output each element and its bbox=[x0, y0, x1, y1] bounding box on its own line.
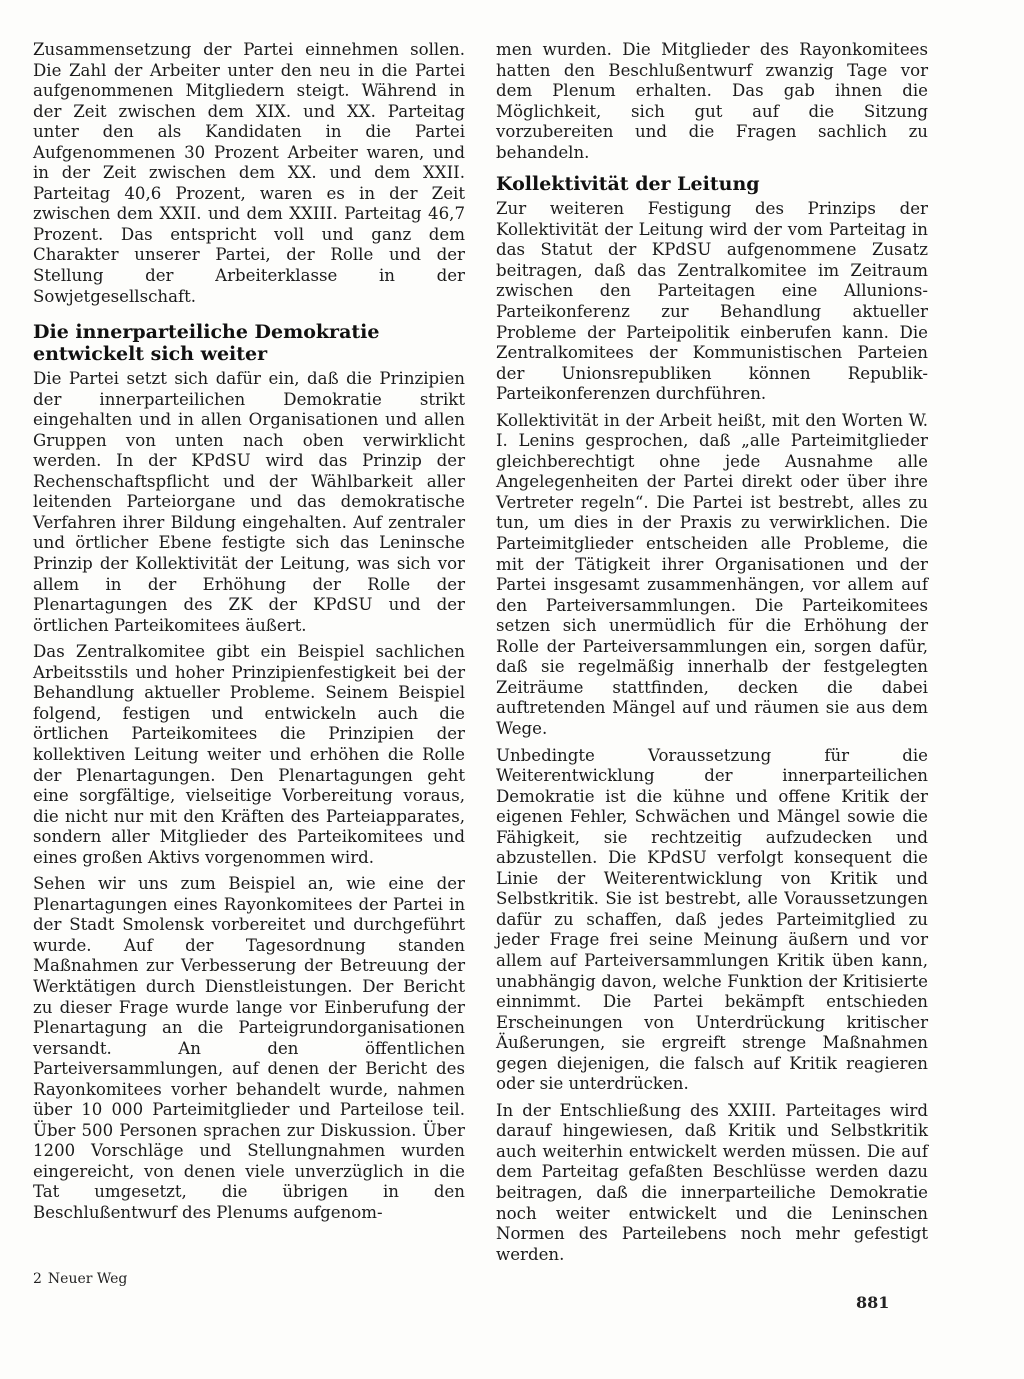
paragraph: Sehen wir uns zum Beispiel an, wie eine der Plenartagungen eines Rayonkomitees der Partei in der Stadt Smolensk vorbereitet und durchgeführt wurde. Auf der Tagesordnung standen Maßnahmen zur Verbesserung der Betreuung der Werktätigen durch Dienstleistungen. Der Bericht zu dieser Frage wurde lange vor Einberufung der Plenartagung an die Parteigrundorganisationen versandt. An den öffentlichen Parteiversammlungen, auf denen der Bericht des Rayonkomitees vorher behandelt wurde, nahmen über 10 000 Parteimitglieder und Parteilose teil. Über 500 Personen sprachen zur Diskussion. Über 1200 Vorschläge und Stellungnahmen wurden eingereicht, von denen viele unverzüglich in die Tat umgesetzt, die übrigen in den Beschlußentwurf des Plenums aufgenom- bbox=[33, 874, 465, 1222]
signature-number: 2 bbox=[33, 1271, 42, 1287]
paragraph: Zur weiteren Festigung des Prinzips der Kollektivität der Leitung wird der vom Parteitag in das Statut der KPdSU aufgenommene Zusatz beitragen, daß das Zentralkomitee im Zeitraum zwischen den Parteitagen eine Allunions-Parteikonferenz zur Behandlung aktueller Probleme der Parteipolitik einberufen kann. Die Zentralkomitees der Kommunistischen Parteien der Unionsrepubliken können Republik-Parteikonferenzen durchführen. bbox=[496, 199, 928, 404]
left-column bbox=[33, 40, 465, 1230]
section-heading: Die innerparteiliche Demokratie entwickelt sich weiter bbox=[33, 321, 380, 366]
paragraph: Das Zentralkomitee gibt ein Beispiel sachlichen Arbeitsstils und hoher Prinzipienfestigkeit bei der Behandlung aktueller Probleme. Seinem Beispiel folgend, festigen und entwickeln auch die örtlichen Parteikomitees die Prinzipien der kollektiven Leitung weiter und erhöhen die Rolle der Plenartagungen. Den Plenartagungen geht eine sorgfältige, vielseitige Vorbereitung voraus, die nicht nur mit den Kräften des Parteiapparates, sondern aller Mitglieder des Parteikomitees und eines großen Aktivs vorgenommen wird. bbox=[33, 642, 465, 867]
paragraph: Zusammensetzung der Partei einnehmen sollen. Die Zahl der Arbeiter unter den neu in die Partei aufgenommenen Mitgliedern steigt. Während in der Zeit zwischen dem XIX. und XX. Parteitag unter den als Kandidaten in die Partei Aufgenommenen 30 Prozent Arbeiter waren, und in der Zeit zwischen dem XX. und dem XXII. Parteitag 40,6 Prozent, waren es in der Zeit zwischen dem XXII. und dem XXIII. Parteitag 46,7 Prozent. Das entspricht voll und ganz dem Charakter unserer Partei, der Rolle und der Stellung der Arbeiterklasse in der Sowjetgesellschaft. bbox=[33, 40, 465, 306]
printer-signature bbox=[33, 1271, 133, 1287]
paragraph: Die Partei setzt sich dafür ein, daß die Prinzipien der innerparteilichen Demokratie strikt eingehalten und in allen Organisationen und allen Gruppen von unten nach oben verwirklicht werden. In der KPdSU wird das Prinzip der Rechenschaftspflicht und der Wählbarkeit aller leitenden Parteiorgane und das demokratische Verfahren ihrer Bildung eingehalten. Auf zentraler und örtlicher Ebene festigte sich das Leninsche Prinzip der Kollektivität der Leitung, was sich vor allem in der Erhöhung der Rolle der Plenartagungen des ZK der KPdSU und der örtlichen Parteikomitees äußert. bbox=[33, 369, 465, 635]
paragraph: Kollektivität in der Arbeit heißt, mit den Worten W. I. Lenins gesprochen, daß „alle Parteimitglieder gleichberechtigt ohne jede Ausnahme alle Angelegenheiten der Partei direkt oder über ihre Vertreter regeln“. Die Partei ist bestrebt, alles zu tun, um dies in der Praxis zu verwirklichen. Die Parteimitglieder entscheiden alle Probleme, die mit der Tätigkeit ihrer Organisationen und der Partei insgesamt zusammenhängen, vor allem auf den Parteiversammlungen. Die Parteikomitees setzen sich unermüdlich für die Erhöhung der Rolle der Parteiversammlungen ein, sorgen dafür, daß sie regelmäßig innerhalb der festgelegten Zeiträume stattfinden, decken die dabei auftretenden Mängel auf und räumen sie aus dem Wege. bbox=[496, 410, 928, 738]
signature-title: Neuer Weg bbox=[47, 1271, 128, 1287]
paragraph: Unbedingte Voraussetzung für die Weiterentwicklung der innerparteilichen Demokratie ist die kühne und offene Kritik der eigenen Fehler, Schwächen und Mängel sowie die Fähigkeit, sie rechtzeitig aufzudecken und abzustellen. Die KPdSU verfolgt konsequent die Linie der Weiterentwicklung von Kritik und Selbstkritik. Sie ist bestrebt, alle Voraussetzungen dafür zu schaffen, daß jedes Parteimitglied zu jeder Frage frei seine Meinung äußern und vor allem auf Parteiversammlungen Kritik üben kann, unabhängig davon, welche Funktion der Kritisierte einnimmt. Die Partei bekämpft entschieden Erscheinungen von Unterdrückung kritischer Äußerungen, sie ergreift strenge Maßnahmen gegen diejenigen, die falsch auf Kritik reagieren oder sie unterdrücken. bbox=[496, 745, 928, 1094]
page-number: 881 bbox=[856, 1293, 890, 1312]
paragraph: men wurden. Die Mitglieder des Rayonkomitees hatten den Beschlußentwurf zwanzig Tage vor dem Plenum erhalten. Das gab ihnen die Möglichkeit, sich gut auf die Sitzung vorzubereiten und die Fragen sachlich zu behandeln. bbox=[496, 40, 928, 162]
paragraph: In der Entschließung des XXIII. Parteitages wird darauf hingewiesen, daß Kritik und Selbstkritik auch weiterhin entwickelt werden müssen. Die auf dem Parteitag gefaßten Beschlüsse werden dazu beitragen, daß die innerparteiliche Demokratie noch weiter entwickelt und die Leninschen Normen des Parteilebens noch mehr gefestigt werden. bbox=[496, 1100, 928, 1264]
right-column bbox=[496, 40, 928, 1271]
section-heading: Kollektivität der Leitung bbox=[496, 173, 760, 196]
